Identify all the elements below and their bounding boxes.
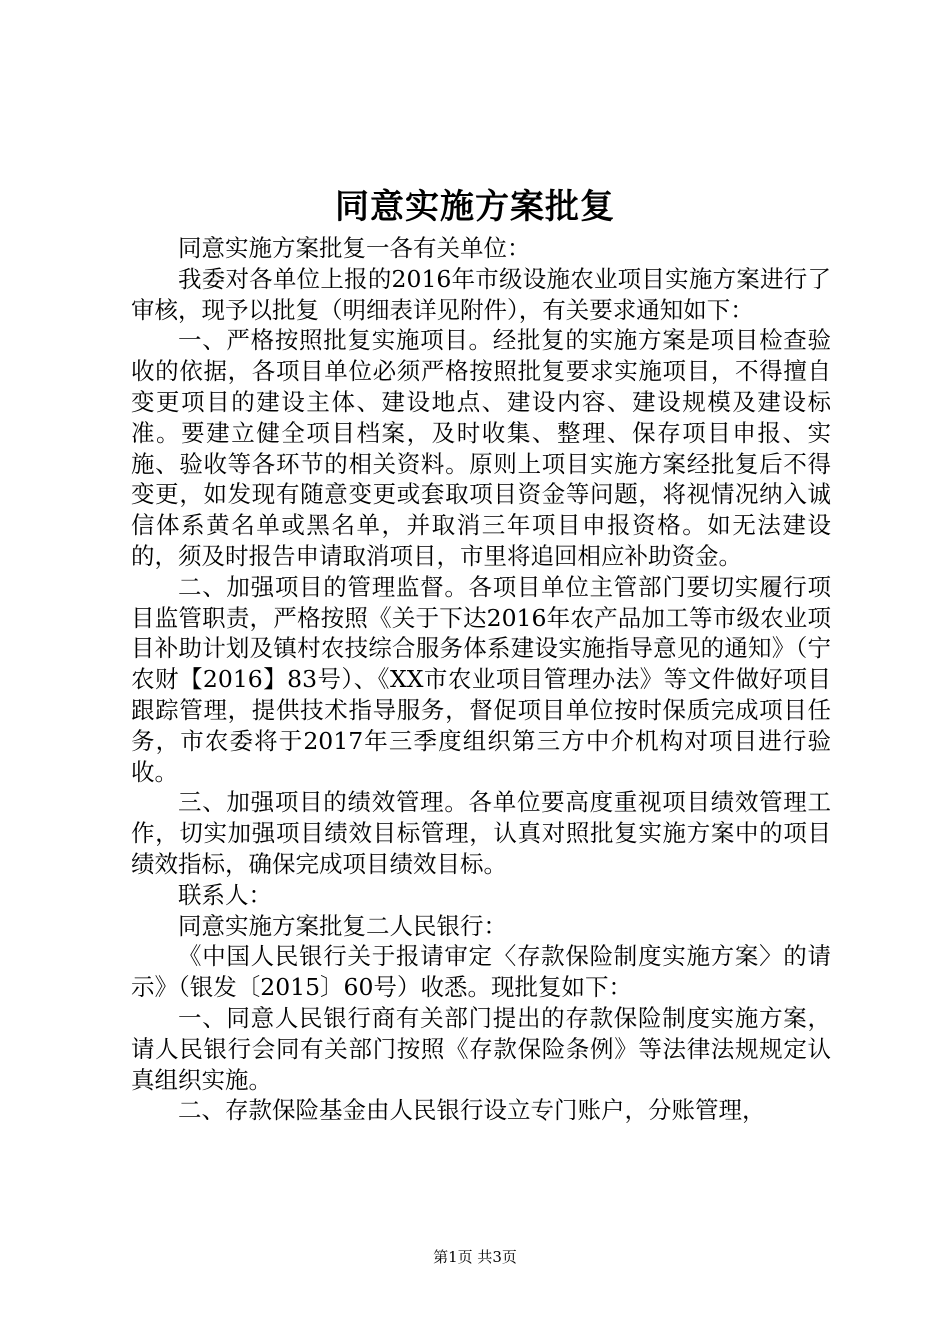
paragraph-greeting-1: 同意实施方案批复一各有关单位： [178, 234, 531, 262]
paragraph-item-3: 三、加强项目的绩效管理。各单位要高度重视项目绩效管理工作，切实加强项目绩效目标管理，认真对照批复实施方案中的项目绩效指标，确保完成项目绩效目标。 [131, 788, 831, 878]
paragraph-item-2-2: 二、存款保险基金由人民银行设立专门账户，分账管理， [178, 1096, 766, 1125]
paragraph-item-1: 一、严格按照批复实施项目。经批复的实施方案是项目检查验收的依据，各项目单位必须严格按照批复要求实施项目，不得擅自变更项目的建设主体、建设地点、建设内容、建设规模及建设标准。要建立健全项目档案，及时收集、整理、保存项目申报、实施、验收等各环节的相关资料。原则上项目实施方案经批复后不得变更，如发现有随意变更或套取项目资金等问题，将视情况纳入诚信体系黄名单或黑名单，并取消三年项目申报资格。如无法建设的，须及时报告申请取消项目，市里将追回相应补助资金。 [131, 326, 831, 570]
page-footer: 第1页 共3页 [433, 1248, 517, 1266]
paragraph-item-2-1: 一、同意人民银行商有关部门提出的存款保险制度实施方案，请人民银行会同有关部门按照《存款保险条例》等法律法规规定认真组织实施。 [131, 1003, 831, 1094]
paragraph-intro-2: 《中国人民银行关于报请审定〈存款保险制度实施方案〉的请示》（银发〔2015〕60号）收悉。现批复如下： [131, 942, 831, 1002]
document-body [131, 233, 831, 1126]
document-title: 同意实施方案批复 [335, 187, 615, 227]
paragraph-greeting-2: 同意实施方案批复二人民银行： [178, 911, 507, 940]
paragraph-item-2: 二、加强项目的管理监督。各项目单位主管部门要切实履行项目监管职责，严格按照《关于下达2016年农产品加工等市级农业项目补助计划及镇村农技综合服务体系建设实施指导意见的通知》（宁农财【2016】83号）、《XX市农业项目管理办法》等文件做好项目跟踪管理，提供技术指导服务，督促项目单位按时保质完成项目任务，市农委将于2017年三季度组织第三方中介机构对项目进行验收。 [131, 572, 831, 786]
paragraph-intro-1: 我委对各单位上报的2016年市级设施农业项目实施方案进行了审核，现予以批复（明细表详见附件），有关要求通知如下： [131, 264, 831, 324]
paragraph-contact: 联系人： [178, 880, 272, 909]
